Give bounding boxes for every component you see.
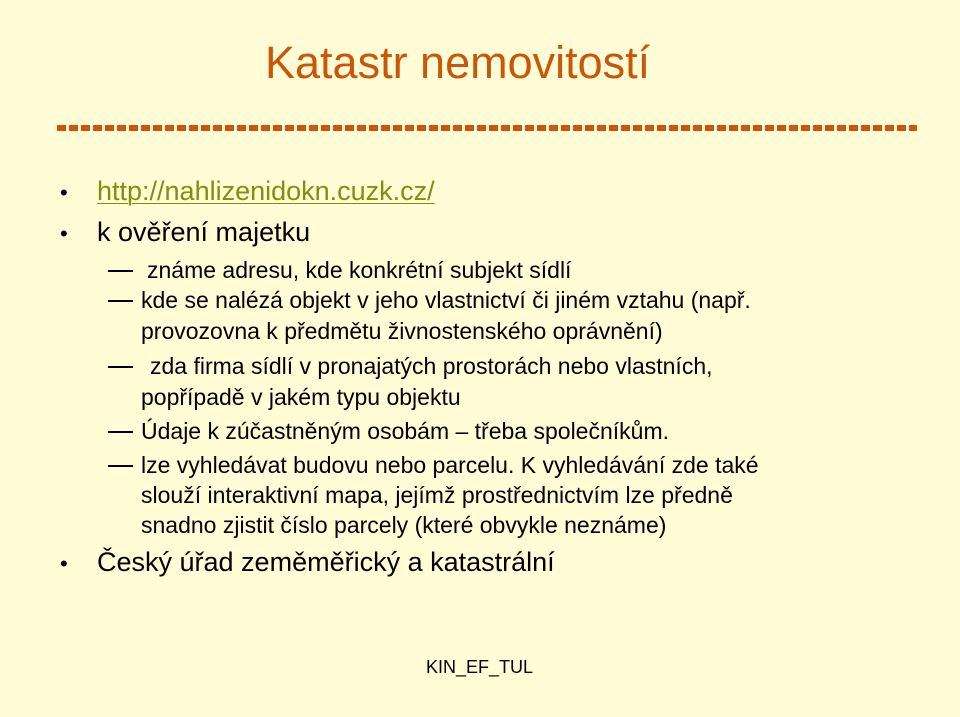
sub-bullet-text: Údaje k zúčastněným osobám – třeba společníkům. (141, 418, 669, 444)
dash-marker (108, 366, 133, 368)
sub-bullet-text: popřípadě v jakém typu objektu (141, 384, 461, 410)
sub-bullet-text: slouží interaktivní mapa, jejímž prostřednictvím lze předně (141, 482, 733, 508)
dash-marker (108, 431, 133, 433)
bullet-marker: • (60, 551, 68, 576)
bullet-text: Český úřad zeměměřický a katastrální (97, 547, 555, 577)
dash-marker (108, 465, 133, 467)
sub-bullet-text: známe adresu, kde konkrétní subjekt sídlí (147, 257, 572, 283)
sub-bullet-text: provozovna k předmětu živnostenského oprávnění) (141, 318, 663, 344)
bullet-text: k ověření majetku (97, 217, 311, 247)
sub-bullet-text: lze vyhledávat budovu nebo parcelu. K vyhledávání zde také (141, 452, 759, 478)
title-divider (57, 122, 917, 134)
bullet-marker: • (60, 180, 68, 205)
bullet-marker: • (60, 221, 68, 246)
dash-marker (108, 300, 133, 302)
sub-bullet-text: zda firma sídlí v pronajatých prostorách nebo vlastních, (150, 353, 713, 379)
cadastre-link[interactable]: http://nahlizenidokn.cuzk.cz/ (97, 176, 435, 206)
slide-title: Katastr nemovitostí (265, 37, 651, 88)
sub-bullet-text: snadno zjistit číslo parcely (které obvykle neznáme) (141, 512, 667, 538)
footer-label: KIN_EF_TUL (426, 657, 534, 677)
dash-marker (108, 270, 133, 272)
sub-bullet-text: kde se nalézá objekt v jeho vlastnictví či jiném vztahu (např. (141, 287, 751, 313)
